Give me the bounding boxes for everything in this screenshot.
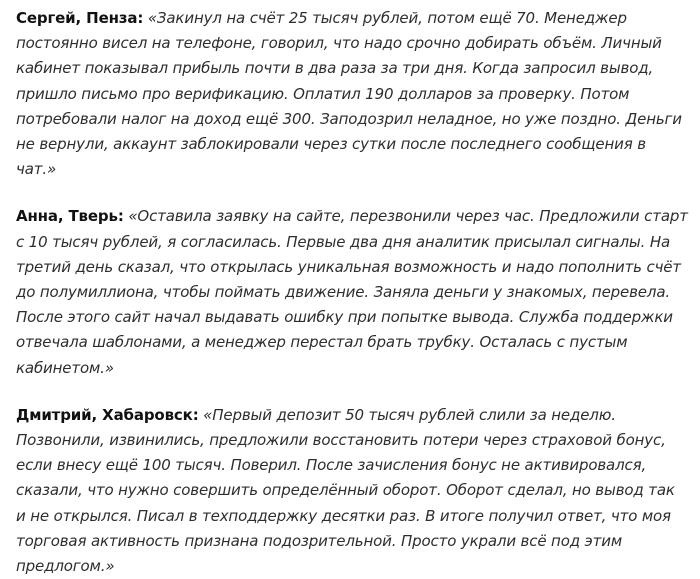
review-item <box>16 6 688 182</box>
review-text: «Оставила заявку на сайте, перезвонили через час. Предложили старт с 10 тысяч рублей, я согласилась. Первые два дня аналитик присылал сигналы. На третий день сказал, что открылась уникальная возможность и надо пополнить счёт до полумиллиона, чтобы поймать движение. Заняла деньги у знакомых, перевела. После этого сайт начал выдавать ошибку при попытке вывода. Служба поддержки отвечала шаблонами, а менеджер перестал брать трубку. Осталась с пустым кабинетом.» <box>16 207 688 377</box>
review-item <box>16 204 688 380</box>
review-author: Дмитрий, Хабаровск: <box>16 405 199 424</box>
review-text: «Первый депозит 50 тысяч рублей слили за неделю. Позвонили, извинились, предложили восстановить потери через страховой бонус, если внесу ещё 100 тысяч. Поверил. После зачисления бонус не активировался, сказали, что нужно совершить определённый оборот. Оборот сделал, но вывод так и не открылся. Писал в техподдержку десятки раз. В итоге получил ответ, что моя торговая активность признана подозрительной. Просто украли всё под этим предлогом.» <box>16 405 675 576</box>
review-author: Анна, Тверь: <box>16 207 124 226</box>
review-item <box>16 403 688 579</box>
review-author: Сергей, Пенза: <box>16 9 144 27</box>
review-text: «Закинул на счёт 25 тысяч рублей, потом ещё 70. Менеджер постоянно висел на телефоне, говорил, что надо срочно добирать объём. Личный кабинет показывал прибыль почти в два раза за три дня. Когда запросил вывод, пришло письмо про верификацию. Оплатил 190 долларов за проверку. Потом потребовали налог на доход ещё 300. Заподозрил неладное, но уже поздно. Деньги не вернули, аккаунт заблокировали через сутки после последнего сообщения в чат.» <box>16 9 682 179</box>
